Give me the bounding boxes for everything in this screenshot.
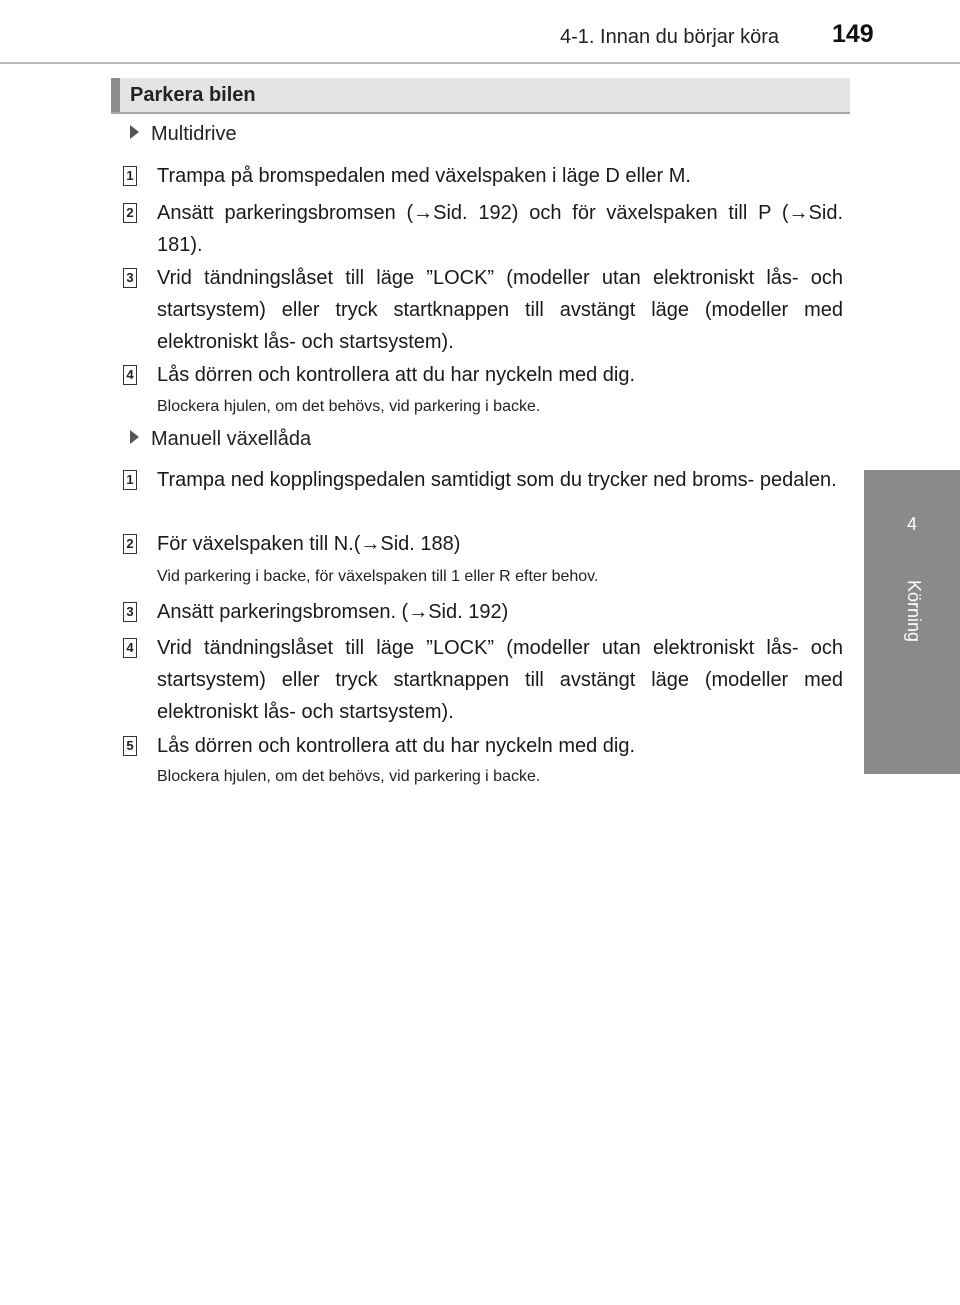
step-text: För växelspaken till N.(→Sid. 188) [157,533,461,555]
step-text: Lås dörren och kontrollera att du har nyckeln med dig. [157,364,636,386]
header-divider [0,62,960,64]
section-header-bar [111,78,120,112]
chapter-tab[interactable] [864,470,960,774]
section-header [111,78,850,114]
section-title: Parkera bilen [130,84,256,106]
step-text: Lås dörren och kontrollera att du har nyckeln med dig. [157,735,636,757]
step-number-badge: 4 [123,638,137,658]
page-number: 149 [832,20,874,48]
step-text: Vrid tändningslåset till läge ”LOCK” (modeller utan elektroniskt lås- och startsystem) eller tryck startknappen till avstängt läge (modeller med elektroniskt lås- och startsystem). [157,267,843,353]
note-text: Blockera hjulen, om det behövs, vid parkering i backe. [157,768,541,785]
step-text: Vrid tändningslåset till läge ”LOCK” (modeller utan elektroniskt lås- och startsystem) eller tryck startknappen till avstängt läge (modeller med elektroniskt lås- och startsystem). [157,637,843,723]
step-text: Ansätt parkeringsbromsen. (→Sid. 192) [157,601,509,623]
step-number-badge: 4 [123,365,137,385]
note-text: Vid parkering i backe, för växelspaken till 1 eller R efter behov. [157,568,599,585]
step-number-badge: 2 [123,534,137,554]
step-text: Ansätt parkeringsbromsen (→Sid. 192) och för växelspaken till P (→Sid. 181). [157,202,843,256]
step-number-badge: 2 [123,203,137,223]
subheading-manual-gearbox: Manuell växellåda [130,428,311,451]
subheading-multidrive: Multidrive [130,123,237,146]
triangle-bullet-icon [130,430,139,444]
chapter-label: Körning [904,580,924,643]
step-number-badge: 3 [123,602,137,622]
step-text: Trampa ned kopplingspedalen samtidigt som du trycker ned broms- pedalen. [157,469,837,491]
triangle-bullet-icon [130,125,139,139]
chapter-number: 4 [906,514,917,534]
note-text: Blockera hjulen, om det behövs, vid parkering i backe. [157,398,541,415]
section-breadcrumb: 4-1. Innan du börjar köra [560,26,780,48]
step-number-badge: 3 [123,268,137,288]
step-number-badge: 1 [123,470,137,490]
step-text: Trampa på bromspedalen med växelspaken i läge D eller M. [157,165,691,187]
step-number-badge: 5 [123,736,137,756]
step-number-badge: 1 [123,166,137,186]
